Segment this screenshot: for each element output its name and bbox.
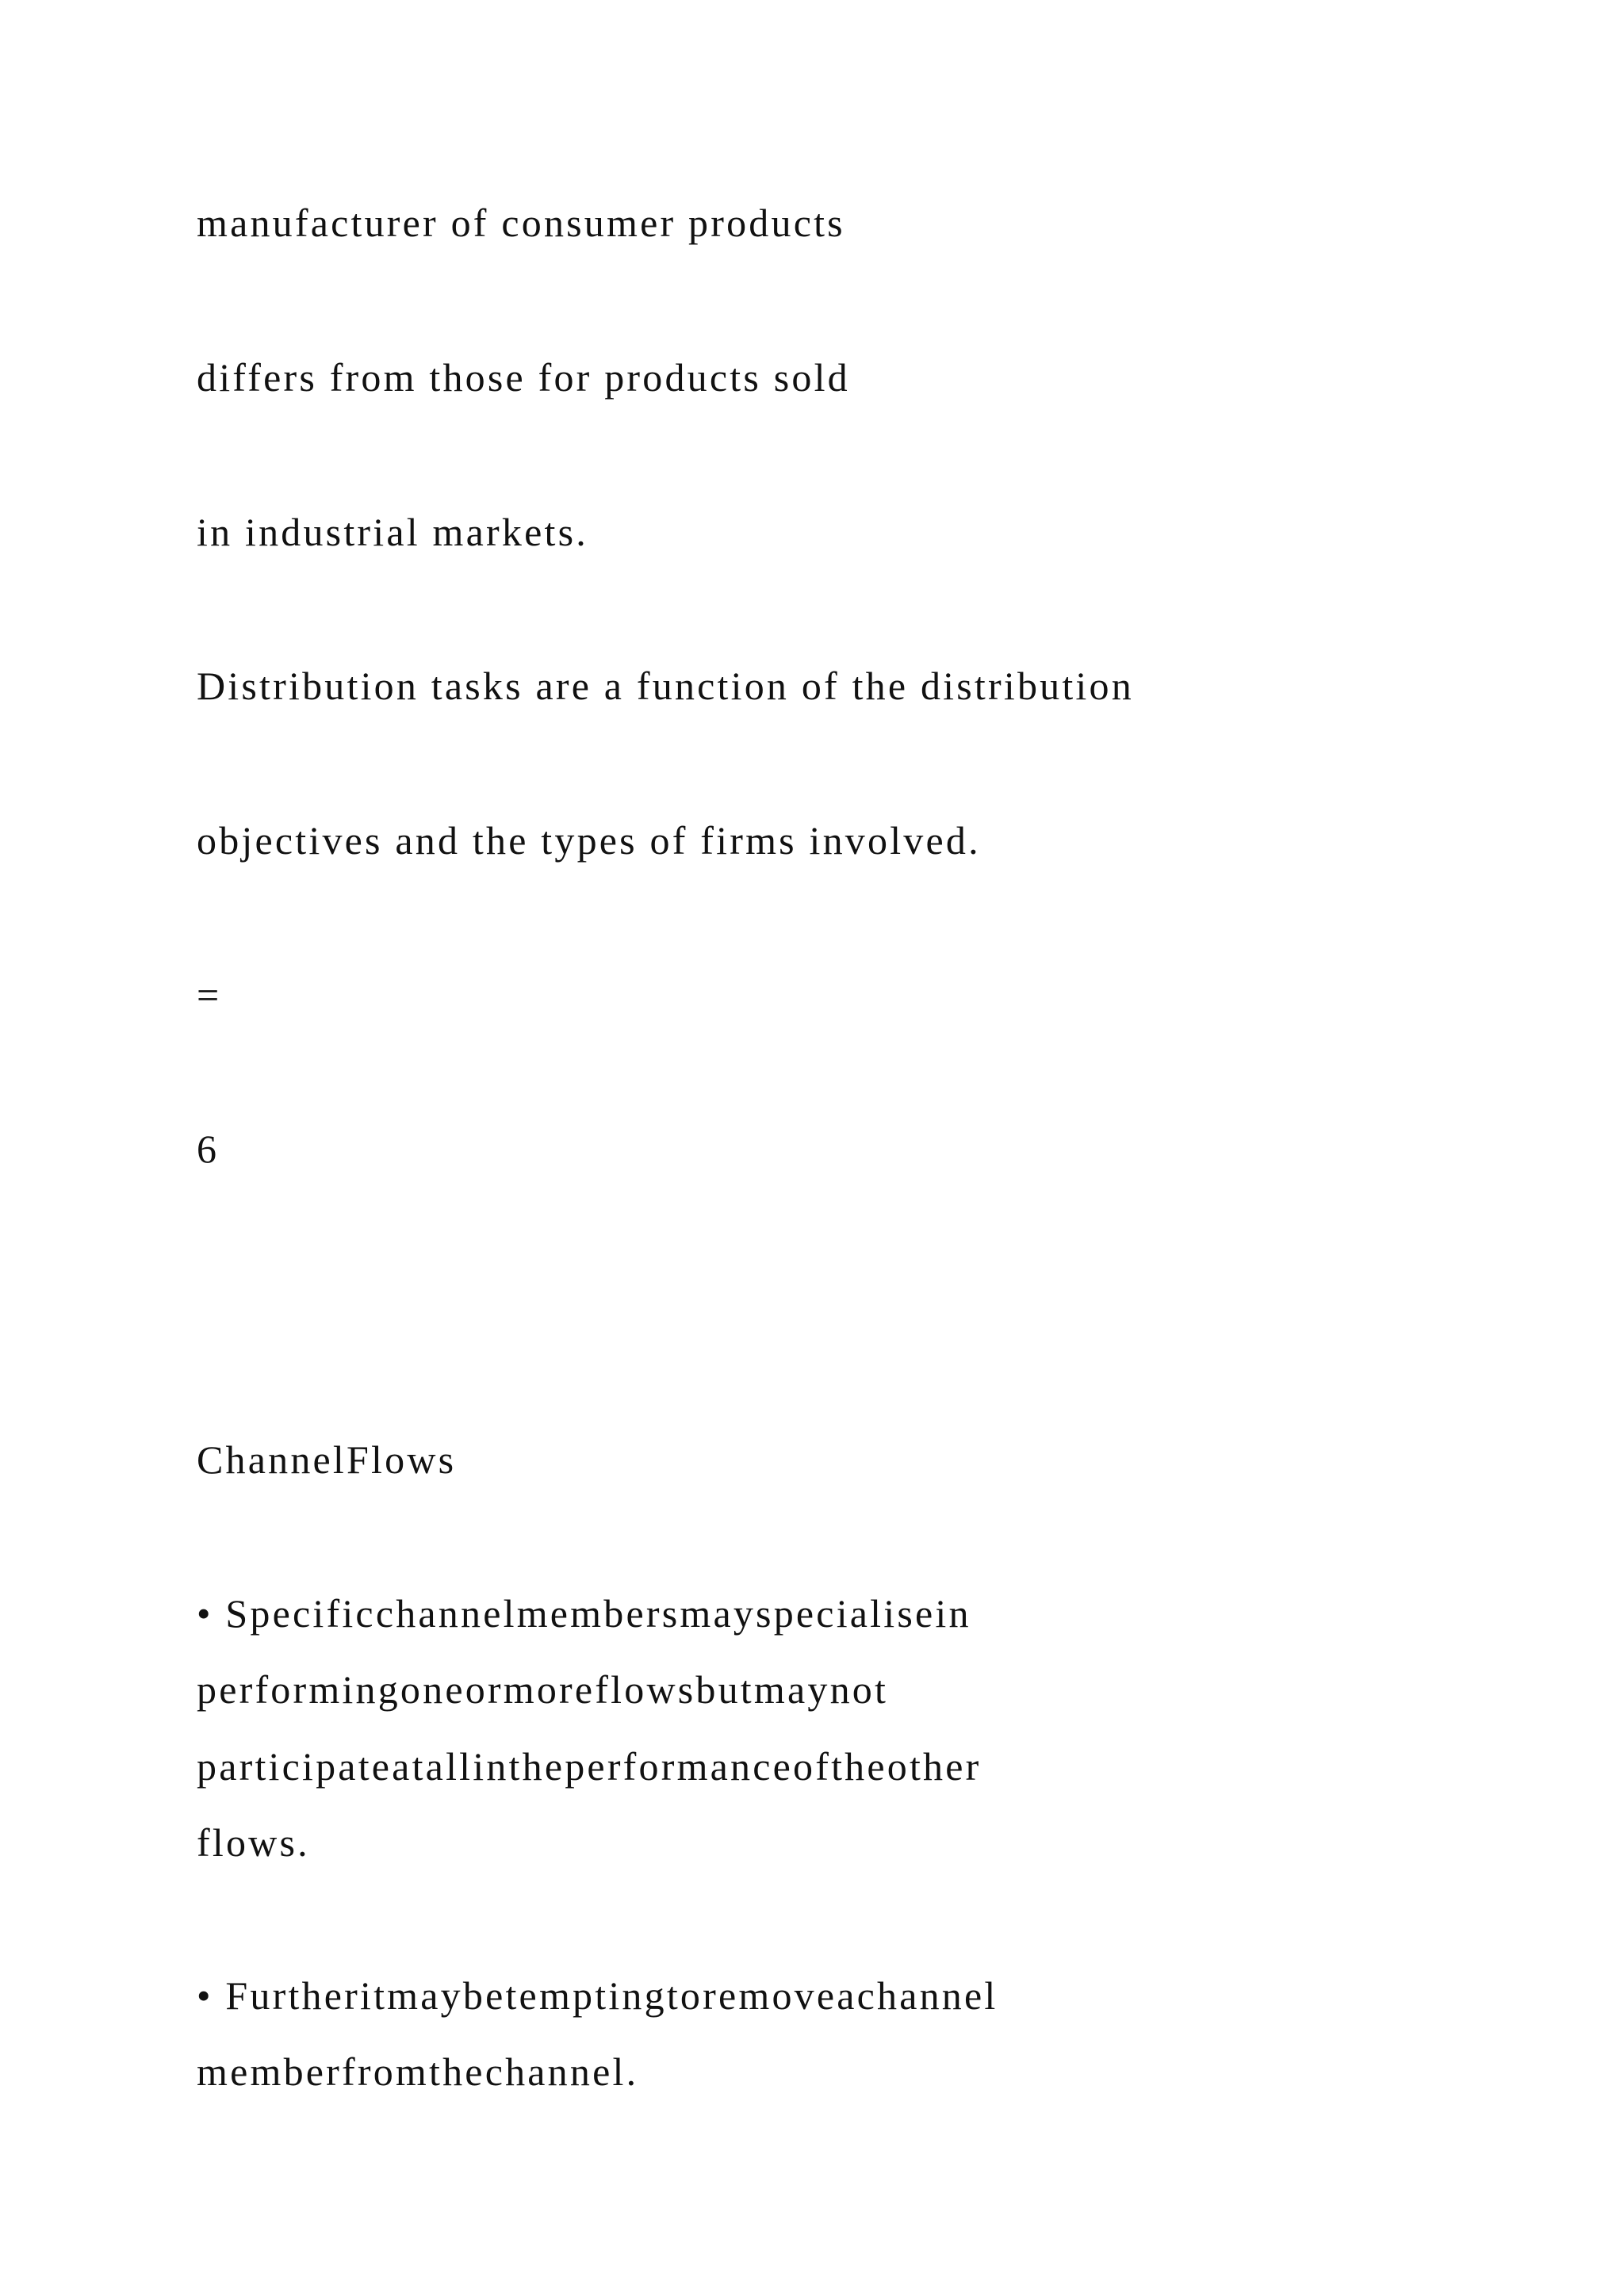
text-line-1: manufacturer of consumer products (197, 201, 845, 245)
bullet-1-line-2: performingoneormoreflowsbutmaynot (197, 1667, 889, 1712)
section-title: ChannelFlows (197, 1437, 457, 1482)
bullet-1-line-4: flows. (197, 1820, 310, 1865)
text-line-2: differs from those for products sold (197, 355, 850, 400)
bullet-2-line-2: memberfromthechannel. (197, 2049, 639, 2094)
equals-sign: = (197, 973, 222, 1017)
bullet-1-line-1: • Specificchannelmembersmayspecialisein (197, 1591, 971, 1636)
text-line-3: in industrial markets. (197, 510, 588, 554)
text-line-4: Distribution tasks are a function of the distribution (197, 664, 1134, 708)
text-line-5: objectives and the types of firms involved. (197, 818, 981, 863)
bullet-2-line-1: • Furtheritmaybetemptingtoremoveachannel (197, 1973, 998, 2018)
bullet-1-line-3: participateatallintheperformanceoftheother (197, 1744, 982, 1789)
page-number: 6 (197, 1127, 220, 1171)
